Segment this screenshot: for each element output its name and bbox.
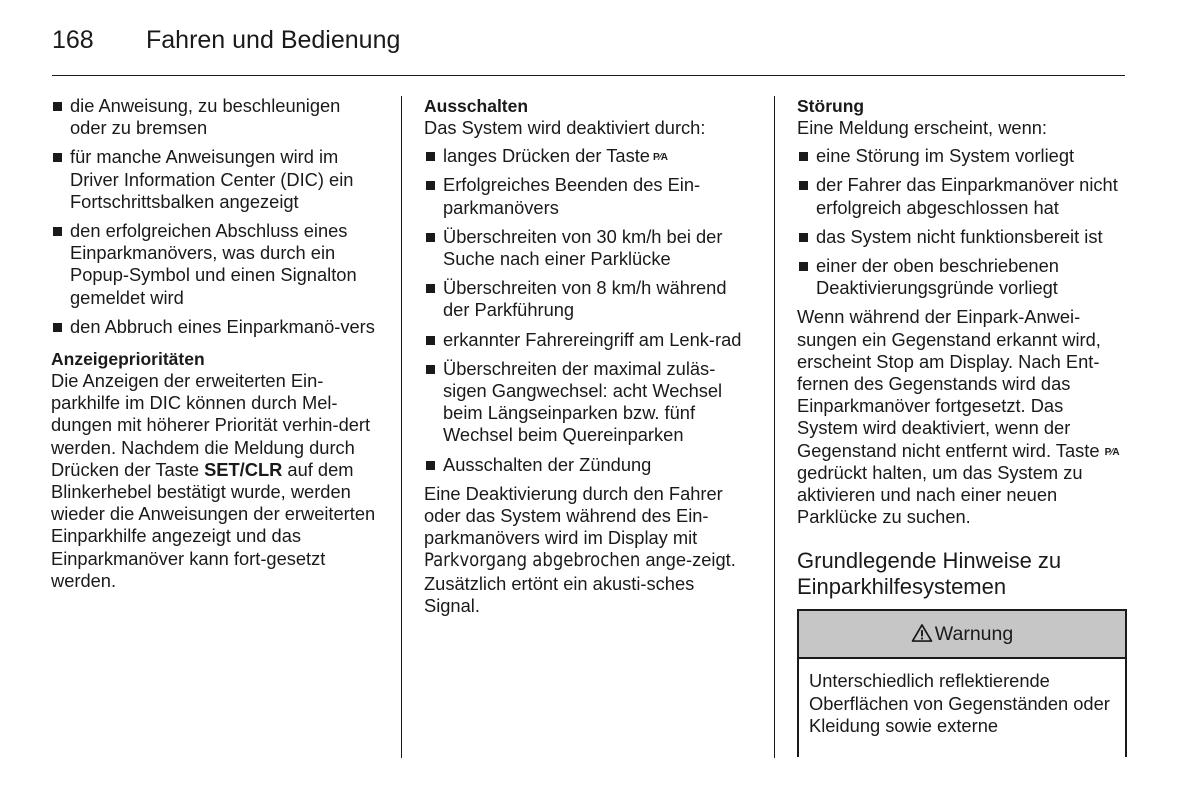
section-heading: Störung: [797, 96, 865, 116]
list-item: Überschreiten von 30 km/h bei der Suche nach einer Parklücke: [424, 226, 754, 270]
paragraph-text: Eine Deaktivierung durch den Fahrer oder das System während des Ein-parkmanövers wird im Display mit: [424, 482, 723, 549]
display-message: Parkvorgang abgebrochen: [424, 550, 641, 572]
list-item: der Fahrer das Einparkmanöver nicht erfolgreich abgeschlossen hat: [797, 174, 1129, 218]
paragraph-text: Wenn während der Einpark-Anwei-sungen ein Gegenstand erkannt wird, erscheint: [797, 306, 1101, 372]
list-item: Überschreiten von 8 km/h während der Parkführung: [424, 277, 754, 321]
column-3: [797, 95, 1129, 757]
section-heading: Ausschalten: [424, 96, 529, 116]
list-item: einer der oben beschriebenen Deaktivierungsgründe vorliegt: [797, 255, 1129, 299]
list-item: erkannter Fahrereingriff am Lenk-rad: [424, 329, 754, 351]
warning-body: Unterschiedlich reflektierende Oberflächen von Gegenständen oder Kleidung sowie externe: [809, 670, 1110, 736]
list-item: Ausschalten der Zündung: [424, 454, 754, 476]
list-item: den Abbruch eines Einparkmanö-vers: [51, 316, 381, 338]
paragraph-text: auf dem Blinkerhebel bestätigt wurde, werden wieder die Anweisungen der erweiterten Einparkhilfe angezeigt und das Einparkmanöver kann fort-gesetzt werden.: [51, 458, 376, 591]
intro-text: Das System wird deaktiviert durch:: [424, 117, 706, 138]
warning-triangle-icon: [911, 624, 933, 642]
park-assist-key-icon: P⁄A: [652, 152, 668, 164]
list-item: für manche Anweisungen wird im Driver Information Center (DIC) ein Fortschrittsbalken angezeigt: [51, 146, 381, 213]
bullet-list: [797, 145, 1129, 299]
column-divider-left: [401, 96, 402, 758]
key-label: SET/CLR: [204, 458, 283, 480]
paragraph: [51, 370, 381, 592]
column-1: [51, 95, 381, 592]
paragraph-text: ange-zeigt. Zusätzlich ertönt ein akusti-sches Signal.: [424, 549, 736, 616]
section-title: Grundlegende Hinweise zu Einparkhilfesystemen: [797, 548, 1062, 600]
column-divider-right: [774, 96, 775, 758]
list-item-text: langes Drücken der Taste: [443, 145, 650, 167]
paragraph-text: Die Anzeigen der erweiterten Ein-parkhilfe im DIC können durch Mel-dungen mit höherer Priorität verhin-dert werden. Nachdem die Meldung durch Drücken der Taste: [51, 370, 371, 480]
paragraph: [797, 306, 1129, 528]
paragraph-text: gedrückt halten, um das System zu aktivieren und nach einer neuen Parklücke zu suchen.: [797, 461, 1083, 528]
list-item: die Anweisung, zu beschleunigen oder zu bremsen: [51, 95, 381, 139]
intro-text: Eine Meldung erscheint, wenn:: [797, 117, 1047, 138]
list-item: das System nicht funktionsbereit ist: [797, 226, 1129, 248]
bullet-list: [424, 145, 754, 476]
chapter-title: Fahren und Bedienung: [146, 26, 401, 54]
section-heading: Anzeigeprioritäten: [51, 349, 205, 370]
paragraph: [424, 483, 754, 617]
list-item: [424, 145, 754, 167]
list-item: den erfolgreichen Abschluss eines Einparkmanövers, was durch ein Popup-Symbol und einen Signalton gemeldet wird: [51, 220, 381, 309]
list-item: Überschreiten der maximal zuläs-sigen Gangwechsel: acht Wechsel beim Längseinparken bzw. fünf Wechsel beim Quereinparken: [424, 358, 754, 447]
column-2: [424, 95, 754, 617]
park-assist-key-icon: P⁄A: [1104, 446, 1120, 458]
list-item: Erfolgreiches Beenden des Ein-parkmanövers: [424, 174, 754, 218]
warning-title: Warnung: [934, 623, 1014, 646]
warning-header: [799, 611, 1125, 659]
page-number: 168: [52, 26, 94, 54]
header-rule: [52, 75, 1125, 76]
paragraph-text: am Display. Nach Ent-fernen des Gegenstands wird das Einparkmanöver fortgesetzt. Das System wird deaktiviert, wenn der Gegenstand nicht entfernt wird. Taste: [797, 350, 1100, 461]
warning-box: [797, 609, 1127, 757]
display-message: Stop: [876, 350, 914, 372]
bullet-list: [51, 95, 381, 338]
list-item: eine Störung im System vorliegt: [797, 145, 1129, 167]
